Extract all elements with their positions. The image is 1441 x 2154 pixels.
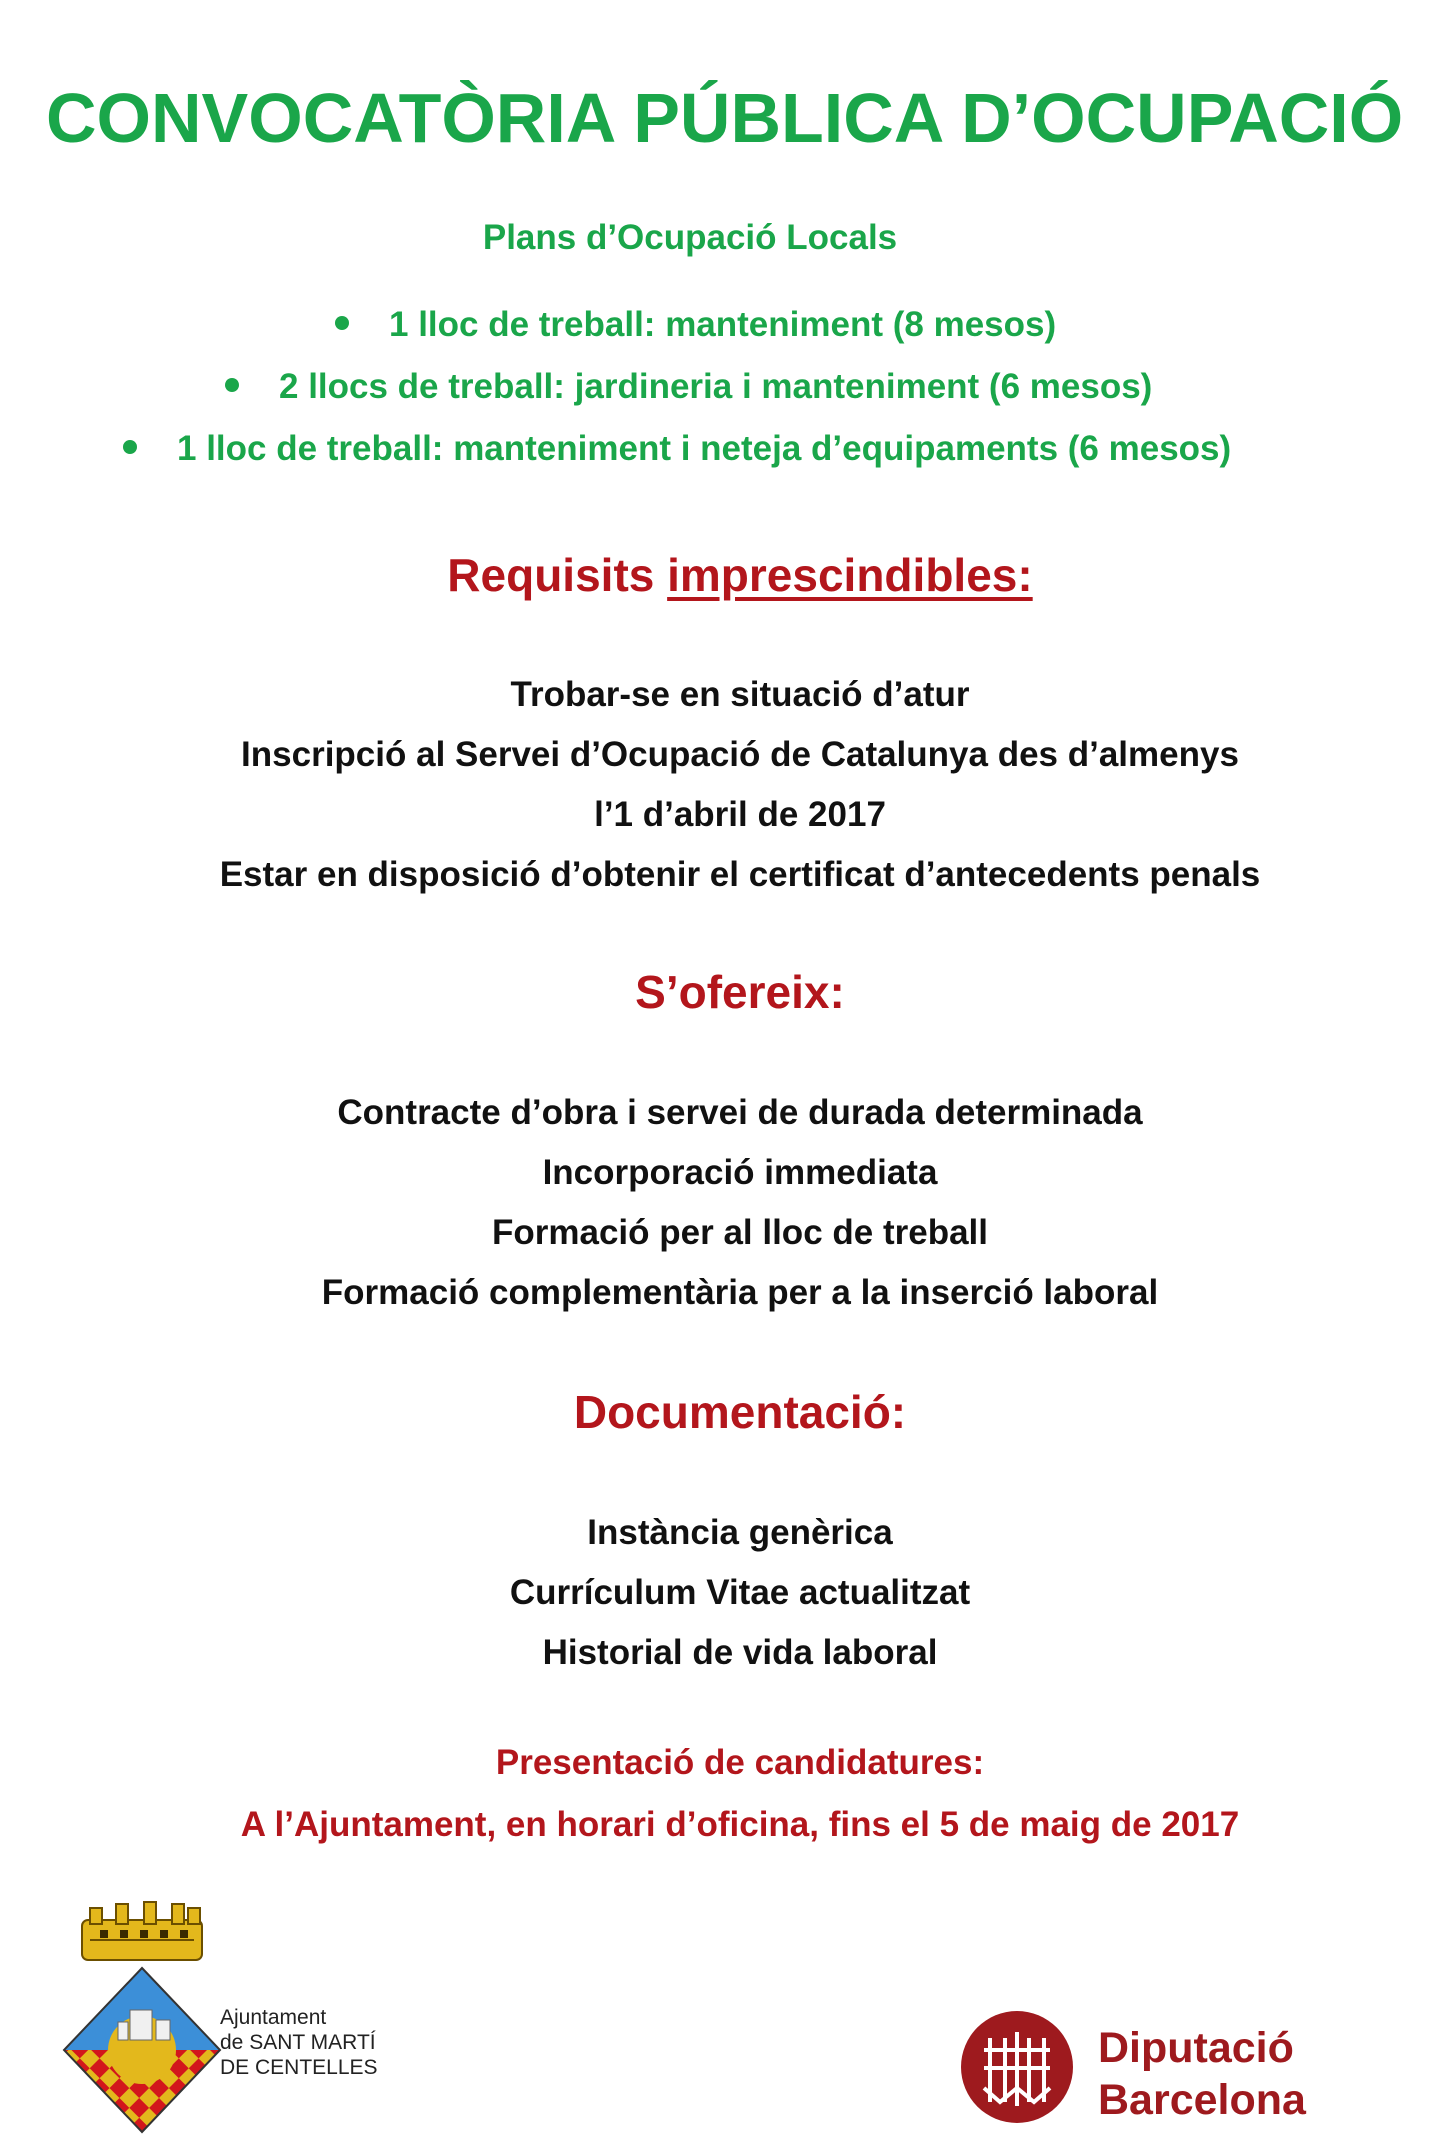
requirements-heading-part1: Requisits: [447, 549, 668, 601]
diputacio-emblem-icon: [960, 2010, 1074, 2124]
offer-item: Formació complementària per a la inserció laboral: [321, 1273, 1159, 1312]
position-text: 2 llocs de treball: jardineria i manteniment (6 mesos): [279, 367, 1153, 406]
offer-item: Contracte d’obra i servei de durada determinada: [337, 1093, 1143, 1132]
bullet-icon: [123, 440, 137, 454]
ajuntament-line: de SANT MARTÍ: [220, 2031, 376, 2054]
requirement-item: Trobar-se en situació d’atur: [510, 675, 970, 714]
position-text: 1 lloc de treball: manteniment i neteja d’equipaments (6 mesos): [177, 429, 1232, 468]
bullet-icon: [225, 378, 239, 392]
bullet-icon: [335, 316, 349, 330]
ajuntament-line: DE CENTELLES: [220, 2056, 378, 2079]
requirements-heading-part2: imprescindibles:: [667, 549, 1033, 601]
requirement-item: Inscripció al Servei d’Ocupació de Catalunya des d’almenys: [241, 735, 1239, 774]
documentation-heading: Documentació:: [573, 1386, 907, 1438]
position-item: [335, 305, 1056, 345]
ajuntament-logo-text: [220, 2005, 378, 2080]
requirement-item: l’1 d’abril de 2017: [594, 795, 886, 834]
diputacio-line: Diputació: [1098, 2024, 1294, 2072]
position-text: 1 lloc de treball: manteniment (8 mesos): [389, 305, 1057, 344]
ajuntament-line: Ajuntament: [220, 2006, 327, 2029]
poster-subtitle: Plans d’Ocupació Locals: [482, 218, 898, 257]
documentation-item: Currículum Vitae actualitzat: [509, 1573, 971, 1612]
submission-heading: Presentació de candidatures:: [495, 1743, 985, 1782]
diputacio-logo-text: [1098, 2022, 1306, 2126]
documentation-item: Instància genèrica: [587, 1513, 893, 1552]
poster-title: CONVOCATÒRIA PÚBLICA D’OCUPACIÓ: [46, 79, 1404, 157]
position-item: [225, 367, 1152, 407]
offer-item: Formació per al lloc de treball: [492, 1213, 988, 1252]
documentation-item: Historial de vida laboral: [542, 1633, 938, 1672]
requirement-item: Estar en disposició d’obtenir el certificat d’antecedents penals: [219, 855, 1261, 894]
requirements-list: [0, 665, 1441, 905]
offer-item: Incorporació immediata: [542, 1153, 938, 1192]
submission-details: A l’Ajuntament, en horari d’oficina, fins el 5 de maig de 2017: [240, 1805, 1240, 1844]
offer-heading: S’ofereix:: [635, 966, 845, 1018]
documentation-list: [0, 1503, 1441, 1683]
crown-icon: [82, 1902, 202, 1960]
offer-list: [0, 1083, 1441, 1323]
position-item: [123, 429, 1231, 469]
diputacio-line: Barcelona: [1098, 2076, 1306, 2124]
requirements-heading: [0, 548, 1441, 602]
